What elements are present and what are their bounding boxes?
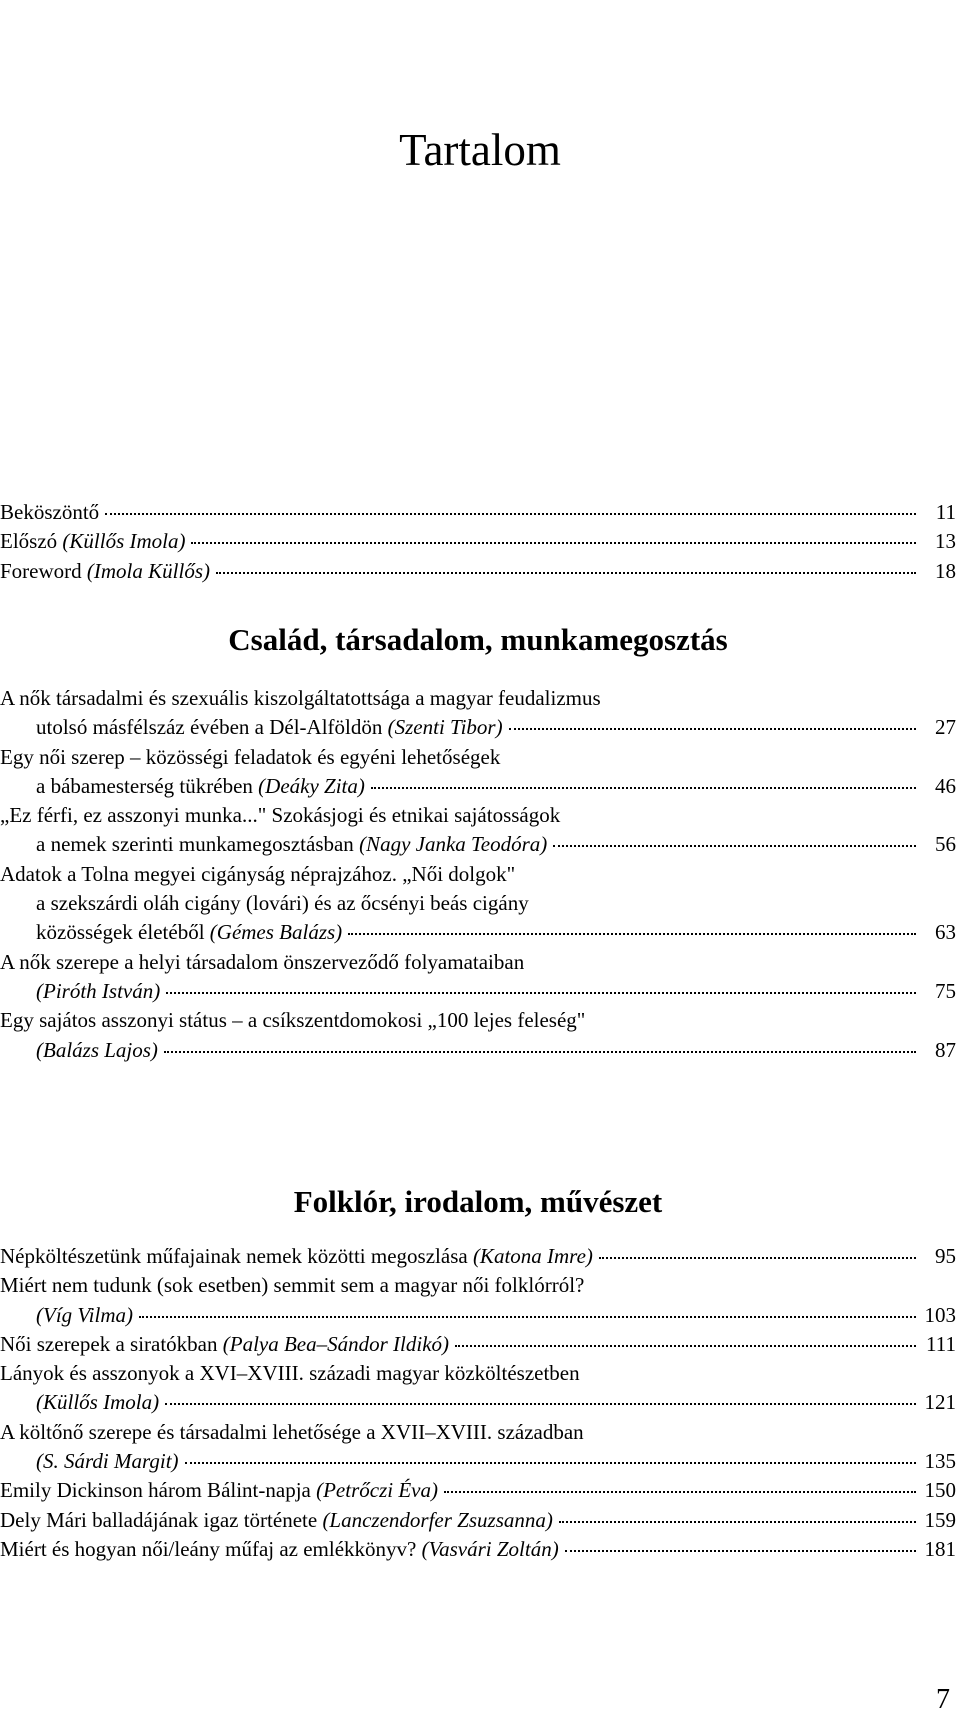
- entry-page-number: 181: [924, 1536, 956, 1561]
- entry-author: (Imola Küllős): [86, 558, 210, 583]
- entry-text: [0, 498, 99, 527]
- toc-entry[interactable]: [0, 801, 956, 860]
- entry-text: [0, 1330, 449, 1359]
- toc-section-2: [0, 1180, 956, 1561]
- entry-page-number: 95: [935, 1244, 956, 1268]
- entry-author: (Víg Vilma): [36, 1302, 134, 1327]
- entry-last-line: [0, 1301, 956, 1330]
- entry-text: [0, 1506, 553, 1535]
- entry-last-line: [0, 1330, 956, 1359]
- entry-last-line: [0, 977, 956, 1006]
- entry-page-number: 46: [935, 773, 956, 798]
- entry-title-line: „Ez férfi, ez asszonyi munka..." Szokásjogi és etnikai sajátosságok: [0, 803, 561, 828]
- dot-leader: [509, 727, 916, 730]
- entry-last-line: [0, 830, 956, 859]
- entry-title-text: Foreword: [0, 558, 82, 583]
- entry-title-text: Emily Dickinson három Bálint-napja: [0, 1478, 311, 1503]
- toc-entry[interactable]: [0, 948, 956, 1007]
- toc-entry[interactable]: [0, 1006, 956, 1065]
- entry-author: (Vasvári Zoltán): [421, 1536, 559, 1561]
- entry-page-number: 13: [935, 529, 956, 554]
- entry-last-line: [0, 1447, 956, 1476]
- entry-page-number: 135: [924, 1449, 956, 1474]
- dot-leader: [565, 1549, 916, 1552]
- entry-last-line: [0, 1476, 956, 1505]
- dot-leader: [164, 1050, 916, 1053]
- entry-author: (Deáky Zita): [258, 773, 365, 798]
- entry-page-number: 11: [935, 500, 956, 524]
- toc-entry[interactable]: [0, 1359, 956, 1418]
- entry-last-line: [0, 527, 956, 556]
- entry-title-text: Miért és hogyan női/leány műfaj az emlékkönyv?: [0, 1536, 417, 1561]
- entry-title-text: Beköszöntő: [0, 500, 100, 524]
- entry-text: [0, 527, 185, 556]
- dot-leader: [185, 1461, 916, 1464]
- entry-page-number: 18: [935, 558, 956, 583]
- entry-author: (Nagy Janka Teodóra): [359, 832, 548, 857]
- entry-last-line: [0, 557, 956, 586]
- section-title: Folklór, irodalom, művészet: [293, 1184, 663, 1219]
- entry-text: [36, 977, 160, 1006]
- dot-leader: [165, 1402, 916, 1405]
- dot-leader: [599, 1256, 916, 1259]
- entry-title-line: a szekszárdi oláh cigány (lovári) és az őcsényi beás cigány: [36, 891, 529, 916]
- entry-author: (Gémes Balázs): [209, 920, 343, 945]
- entry-title-line: A nők szerepe a helyi társadalom önszerveződő folyamataiban: [0, 949, 525, 974]
- dot-leader: [191, 541, 916, 544]
- entry-last-line: [0, 498, 956, 527]
- toc-entry[interactable]: [0, 1476, 956, 1505]
- entry-title-line: Adatok a Tolna megyei cigányság néprajzához. „Női dolgok": [0, 861, 516, 886]
- toc-entry[interactable]: [0, 1330, 956, 1359]
- entry-page-number: 111: [926, 1331, 956, 1356]
- entry-text: [36, 1301, 133, 1330]
- toc-entry[interactable]: [0, 557, 956, 586]
- toc-entry[interactable]: [0, 860, 956, 948]
- entry-last-line: [0, 713, 956, 742]
- entry-last-line: [0, 1242, 956, 1271]
- dot-leader: [559, 1520, 916, 1523]
- entry-page-number: 27: [935, 715, 956, 740]
- entry-title-line: A költőnő szerepe és társadalmi lehetősége a XVII–XVIII. században: [0, 1419, 584, 1444]
- entry-page-number: 75: [935, 978, 956, 1003]
- entry-text: [36, 772, 365, 801]
- entry-title-line: A nők társadalmi és szexuális kiszolgáltatottsága a magyar feudalizmus: [0, 686, 601, 710]
- entry-title-text: Előszó: [0, 529, 58, 554]
- dot-leader: [105, 512, 916, 515]
- entry-title-text: Női szerepek a siratókban: [0, 1331, 218, 1356]
- entry-page-number: 87: [935, 1037, 956, 1062]
- dot-leader: [455, 1344, 916, 1347]
- entry-title-text: Dely Mári balladájának igaz története: [0, 1507, 318, 1532]
- entry-text: [36, 918, 342, 947]
- toc-entry[interactable]: [0, 527, 956, 556]
- entry-author: (Piróth István): [36, 978, 161, 1003]
- section-title: Család, társadalom, munkamegosztás: [228, 622, 728, 657]
- entry-title-line: Egy sajátos asszonyi státus – a csíkszentdomokosi „100 lejes feleség": [0, 1008, 586, 1033]
- entry-text: [36, 1447, 179, 1476]
- entry-title-line: Egy női szerep – közösségi feladatok és egyéni lehetőségek: [0, 744, 501, 769]
- dot-leader: [553, 844, 916, 847]
- entry-title-text: a nemek szerinti munkamegosztásban: [36, 832, 354, 857]
- entry-title-text: a bábamesterség tükrében: [36, 773, 253, 798]
- entry-title-text: utolsó másfélszáz évében a Dél-Alföldön: [36, 715, 383, 740]
- entry-page-number: 63: [935, 920, 956, 945]
- entry-text: [36, 830, 547, 859]
- entry-author: (S. Sárdi Margit): [36, 1449, 179, 1474]
- entry-text: [0, 1476, 438, 1505]
- entry-page-number: 159: [924, 1507, 956, 1532]
- dot-leader: [348, 932, 916, 935]
- entry-author: (Petrőczi Éva): [316, 1478, 438, 1503]
- entry-text: [0, 1535, 559, 1564]
- page-number: 7: [936, 1684, 950, 1715]
- entry-title-line: Miért nem tudunk (sok esetben) semmit sem a magyar női folklórról?: [0, 1273, 585, 1298]
- entry-author: (Balázs Lajos): [36, 1037, 158, 1062]
- entry-title-line: Lányok és asszonyok a XVI–XVIII. századi magyar közköltészetben: [0, 1361, 580, 1386]
- entry-page-number: 150: [924, 1478, 956, 1503]
- entry-author: (Katona Imre): [472, 1244, 593, 1268]
- dot-leader: [166, 991, 916, 994]
- section-entries: [0, 684, 956, 1065]
- toc-entry[interactable]: [0, 498, 956, 527]
- section-entries: [0, 1242, 956, 1564]
- entry-author: (Küllős Imola): [62, 529, 186, 554]
- entry-last-line: [0, 1036, 956, 1065]
- dot-leader: [216, 571, 916, 574]
- entry-text: [0, 557, 210, 586]
- entry-text: [0, 1242, 593, 1271]
- page-title: Tartalom: [399, 125, 561, 175]
- toc-intro: [0, 498, 956, 586]
- dot-leader: [139, 1315, 916, 1318]
- entry-author: (Küllős Imola): [36, 1390, 160, 1415]
- entry-page-number: 103: [924, 1302, 956, 1327]
- toc-entry[interactable]: [0, 1242, 956, 1271]
- dot-leader: [444, 1490, 916, 1493]
- entry-author: (Szenti Tibor): [387, 715, 503, 740]
- entry-text: [36, 713, 503, 742]
- entry-last-line: [0, 918, 956, 947]
- entry-author: (Palya Bea–Sándor Ildikó): [222, 1331, 450, 1356]
- entry-text: [36, 1036, 158, 1065]
- entry-title-text: közösségek életéből: [36, 920, 205, 945]
- entry-last-line: [0, 772, 956, 801]
- dot-leader: [371, 786, 916, 789]
- toc-entry[interactable]: [0, 1271, 956, 1330]
- entry-author: (Lanczendorfer Zsuzsanna): [322, 1507, 553, 1532]
- toc-entry[interactable]: [0, 743, 956, 802]
- entry-page-number: 56: [935, 832, 956, 857]
- entry-title-text: Népköltészetünk műfajainak nemek közötti megoszlása: [0, 1244, 468, 1268]
- toc-entry[interactable]: [0, 684, 956, 743]
- entry-text: [36, 1388, 159, 1417]
- toc-entry[interactable]: [0, 1535, 956, 1564]
- entry-last-line: [0, 1506, 956, 1535]
- toc-entry[interactable]: [0, 1418, 956, 1477]
- entry-page-number: 121: [924, 1390, 956, 1415]
- toc-section-1: [0, 618, 956, 1062]
- entry-last-line: [0, 1388, 956, 1417]
- entry-last-line: [0, 1535, 956, 1564]
- toc-entry[interactable]: [0, 1506, 956, 1535]
